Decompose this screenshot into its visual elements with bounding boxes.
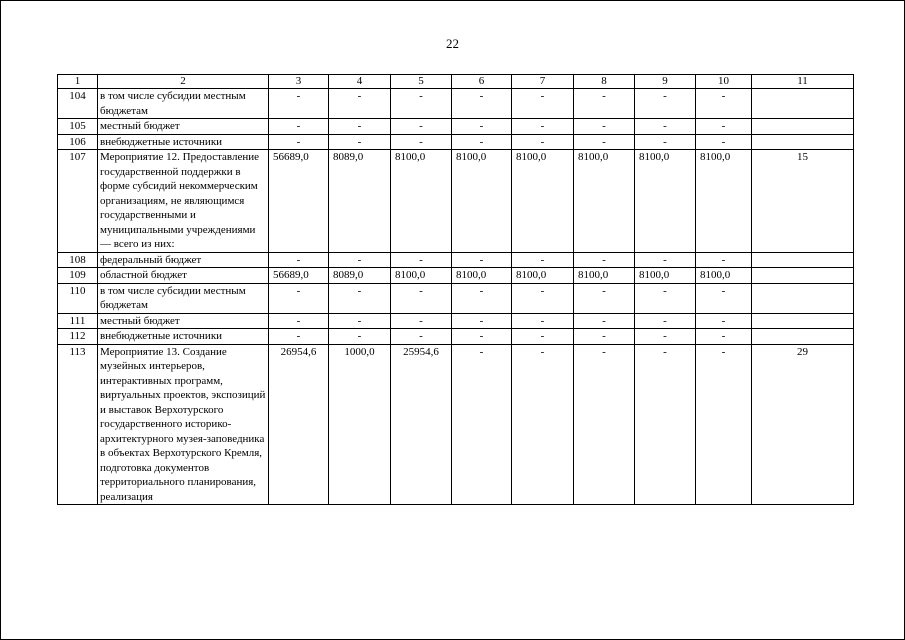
table-row (58, 329, 854, 345)
row-value: - (635, 329, 696, 345)
row-value: 8100,0 (391, 268, 452, 284)
table-header-row (58, 75, 854, 89)
row-value: - (329, 329, 391, 345)
row-target (752, 89, 854, 119)
row-number: 111 (58, 313, 98, 329)
row-value: 8100,0 (512, 268, 574, 284)
row-number: 105 (58, 119, 98, 135)
row-value: - (452, 252, 512, 268)
row-number: 106 (58, 134, 98, 150)
row-value: - (452, 89, 512, 119)
column-header: 8 (574, 75, 635, 89)
row-value: - (269, 252, 329, 268)
row-value: - (696, 283, 752, 313)
column-header: 11 (752, 75, 854, 89)
row-target (752, 329, 854, 345)
column-header: 2 (98, 75, 269, 89)
row-value: - (574, 283, 635, 313)
row-value: 8100,0 (696, 268, 752, 284)
row-value: 56689,0 (269, 150, 329, 253)
column-header: 5 (391, 75, 452, 89)
table-row (58, 252, 854, 268)
table-row (58, 89, 854, 119)
row-value: - (329, 119, 391, 135)
row-value: - (512, 134, 574, 150)
row-value: 8100,0 (574, 150, 635, 253)
row-value: - (635, 252, 696, 268)
row-value: - (391, 89, 452, 119)
row-value: - (574, 344, 635, 505)
column-header: 6 (452, 75, 512, 89)
row-value: - (696, 89, 752, 119)
row-target: 15 (752, 150, 854, 253)
row-value: - (574, 89, 635, 119)
row-value: - (574, 252, 635, 268)
row-value: - (574, 134, 635, 150)
row-number: 113 (58, 344, 98, 505)
table-row (58, 119, 854, 135)
row-value: - (696, 252, 752, 268)
row-value: - (635, 313, 696, 329)
row-value: - (269, 134, 329, 150)
row-value: - (269, 313, 329, 329)
row-value: 8100,0 (391, 150, 452, 253)
row-value: - (329, 283, 391, 313)
row-value: 8089,0 (329, 150, 391, 253)
column-header: 3 (269, 75, 329, 89)
row-value: - (635, 134, 696, 150)
row-name: федеральный бюджет (98, 252, 269, 268)
row-value: - (574, 329, 635, 345)
row-value: - (329, 313, 391, 329)
row-value: - (269, 119, 329, 135)
table-row (58, 268, 854, 284)
row-value: - (452, 344, 512, 505)
row-target: 29 (752, 344, 854, 505)
row-value: - (635, 344, 696, 505)
row-number: 112 (58, 329, 98, 345)
row-value: - (574, 313, 635, 329)
row-value: - (269, 89, 329, 119)
row-value: - (452, 313, 512, 329)
row-value: 8100,0 (635, 268, 696, 284)
row-number: 109 (58, 268, 98, 284)
table-row (58, 283, 854, 313)
column-header: 9 (635, 75, 696, 89)
row-number: 107 (58, 150, 98, 253)
row-name: внебюджетные источники (98, 134, 269, 150)
row-value: - (696, 313, 752, 329)
row-name: местный бюджет (98, 119, 269, 135)
column-header: 4 (329, 75, 391, 89)
row-value: - (329, 134, 391, 150)
row-value: - (635, 119, 696, 135)
row-value: - (391, 283, 452, 313)
row-value: - (635, 283, 696, 313)
page-number: 22 (446, 36, 459, 51)
table-row (58, 150, 854, 253)
table-row (58, 344, 854, 505)
row-name: внебюджетные источники (98, 329, 269, 345)
row-value: 56689,0 (269, 268, 329, 284)
row-value: - (391, 134, 452, 150)
row-value: 8089,0 (329, 268, 391, 284)
row-name: областной бюджет (98, 268, 269, 284)
table-row (58, 134, 854, 150)
row-target (752, 134, 854, 150)
row-value: 8100,0 (574, 268, 635, 284)
column-header: 10 (696, 75, 752, 89)
row-value: - (696, 119, 752, 135)
row-value: - (391, 119, 452, 135)
row-value: - (452, 119, 512, 135)
column-header: 7 (512, 75, 574, 89)
row-target (752, 313, 854, 329)
row-value: 8100,0 (635, 150, 696, 253)
column-header: 1 (58, 75, 98, 89)
row-target (752, 283, 854, 313)
row-target (752, 252, 854, 268)
row-value: - (512, 119, 574, 135)
row-number: 108 (58, 252, 98, 268)
row-value: - (391, 252, 452, 268)
row-value: - (512, 344, 574, 505)
row-value: 8100,0 (696, 150, 752, 253)
row-value: - (574, 119, 635, 135)
row-name: в том числе субсидии местным бюджетам (98, 89, 269, 119)
row-value: - (512, 329, 574, 345)
row-value: - (452, 283, 512, 313)
row-value: - (269, 283, 329, 313)
row-value: 26954,6 (269, 344, 329, 505)
row-value: - (269, 329, 329, 345)
row-name: местный бюджет (98, 313, 269, 329)
row-name: Мероприятие 13. Создание музейных интерьеров, интерактивных программ, виртуальных проектов, экспозиций и выставок Верхотурского государственного историко-архитектурного музея-заповедника в объектах Верхотурского Кремля, подготовка документов территориального планирования, реализация (98, 344, 269, 505)
row-value: - (329, 252, 391, 268)
row-value: - (512, 252, 574, 268)
row-value: - (391, 313, 452, 329)
row-target (752, 119, 854, 135)
row-value: - (329, 89, 391, 119)
row-value: - (391, 329, 452, 345)
row-value: - (696, 329, 752, 345)
row-value: 8100,0 (452, 268, 512, 284)
row-value: - (512, 313, 574, 329)
row-name: Мероприятие 12. Предоставление государственной поддержки в форме субсидий некоммерческим организациям, не являющимся государственными и муниципальными учреждениями — всего из них: (98, 150, 269, 253)
row-value: - (696, 344, 752, 505)
row-value: - (635, 89, 696, 119)
row-value: - (512, 283, 574, 313)
row-number: 104 (58, 89, 98, 119)
row-name: в том числе субсидии местным бюджетам (98, 283, 269, 313)
row-value: 1000,0 (329, 344, 391, 505)
row-value: - (452, 134, 512, 150)
row-value: 25954,6 (391, 344, 452, 505)
row-value: 8100,0 (512, 150, 574, 253)
row-number: 110 (58, 283, 98, 313)
row-value: 8100,0 (452, 150, 512, 253)
row-target (752, 268, 854, 284)
row-value: - (452, 329, 512, 345)
budget-table (57, 74, 854, 505)
row-value: - (512, 89, 574, 119)
row-value: - (696, 134, 752, 150)
table-row (58, 313, 854, 329)
